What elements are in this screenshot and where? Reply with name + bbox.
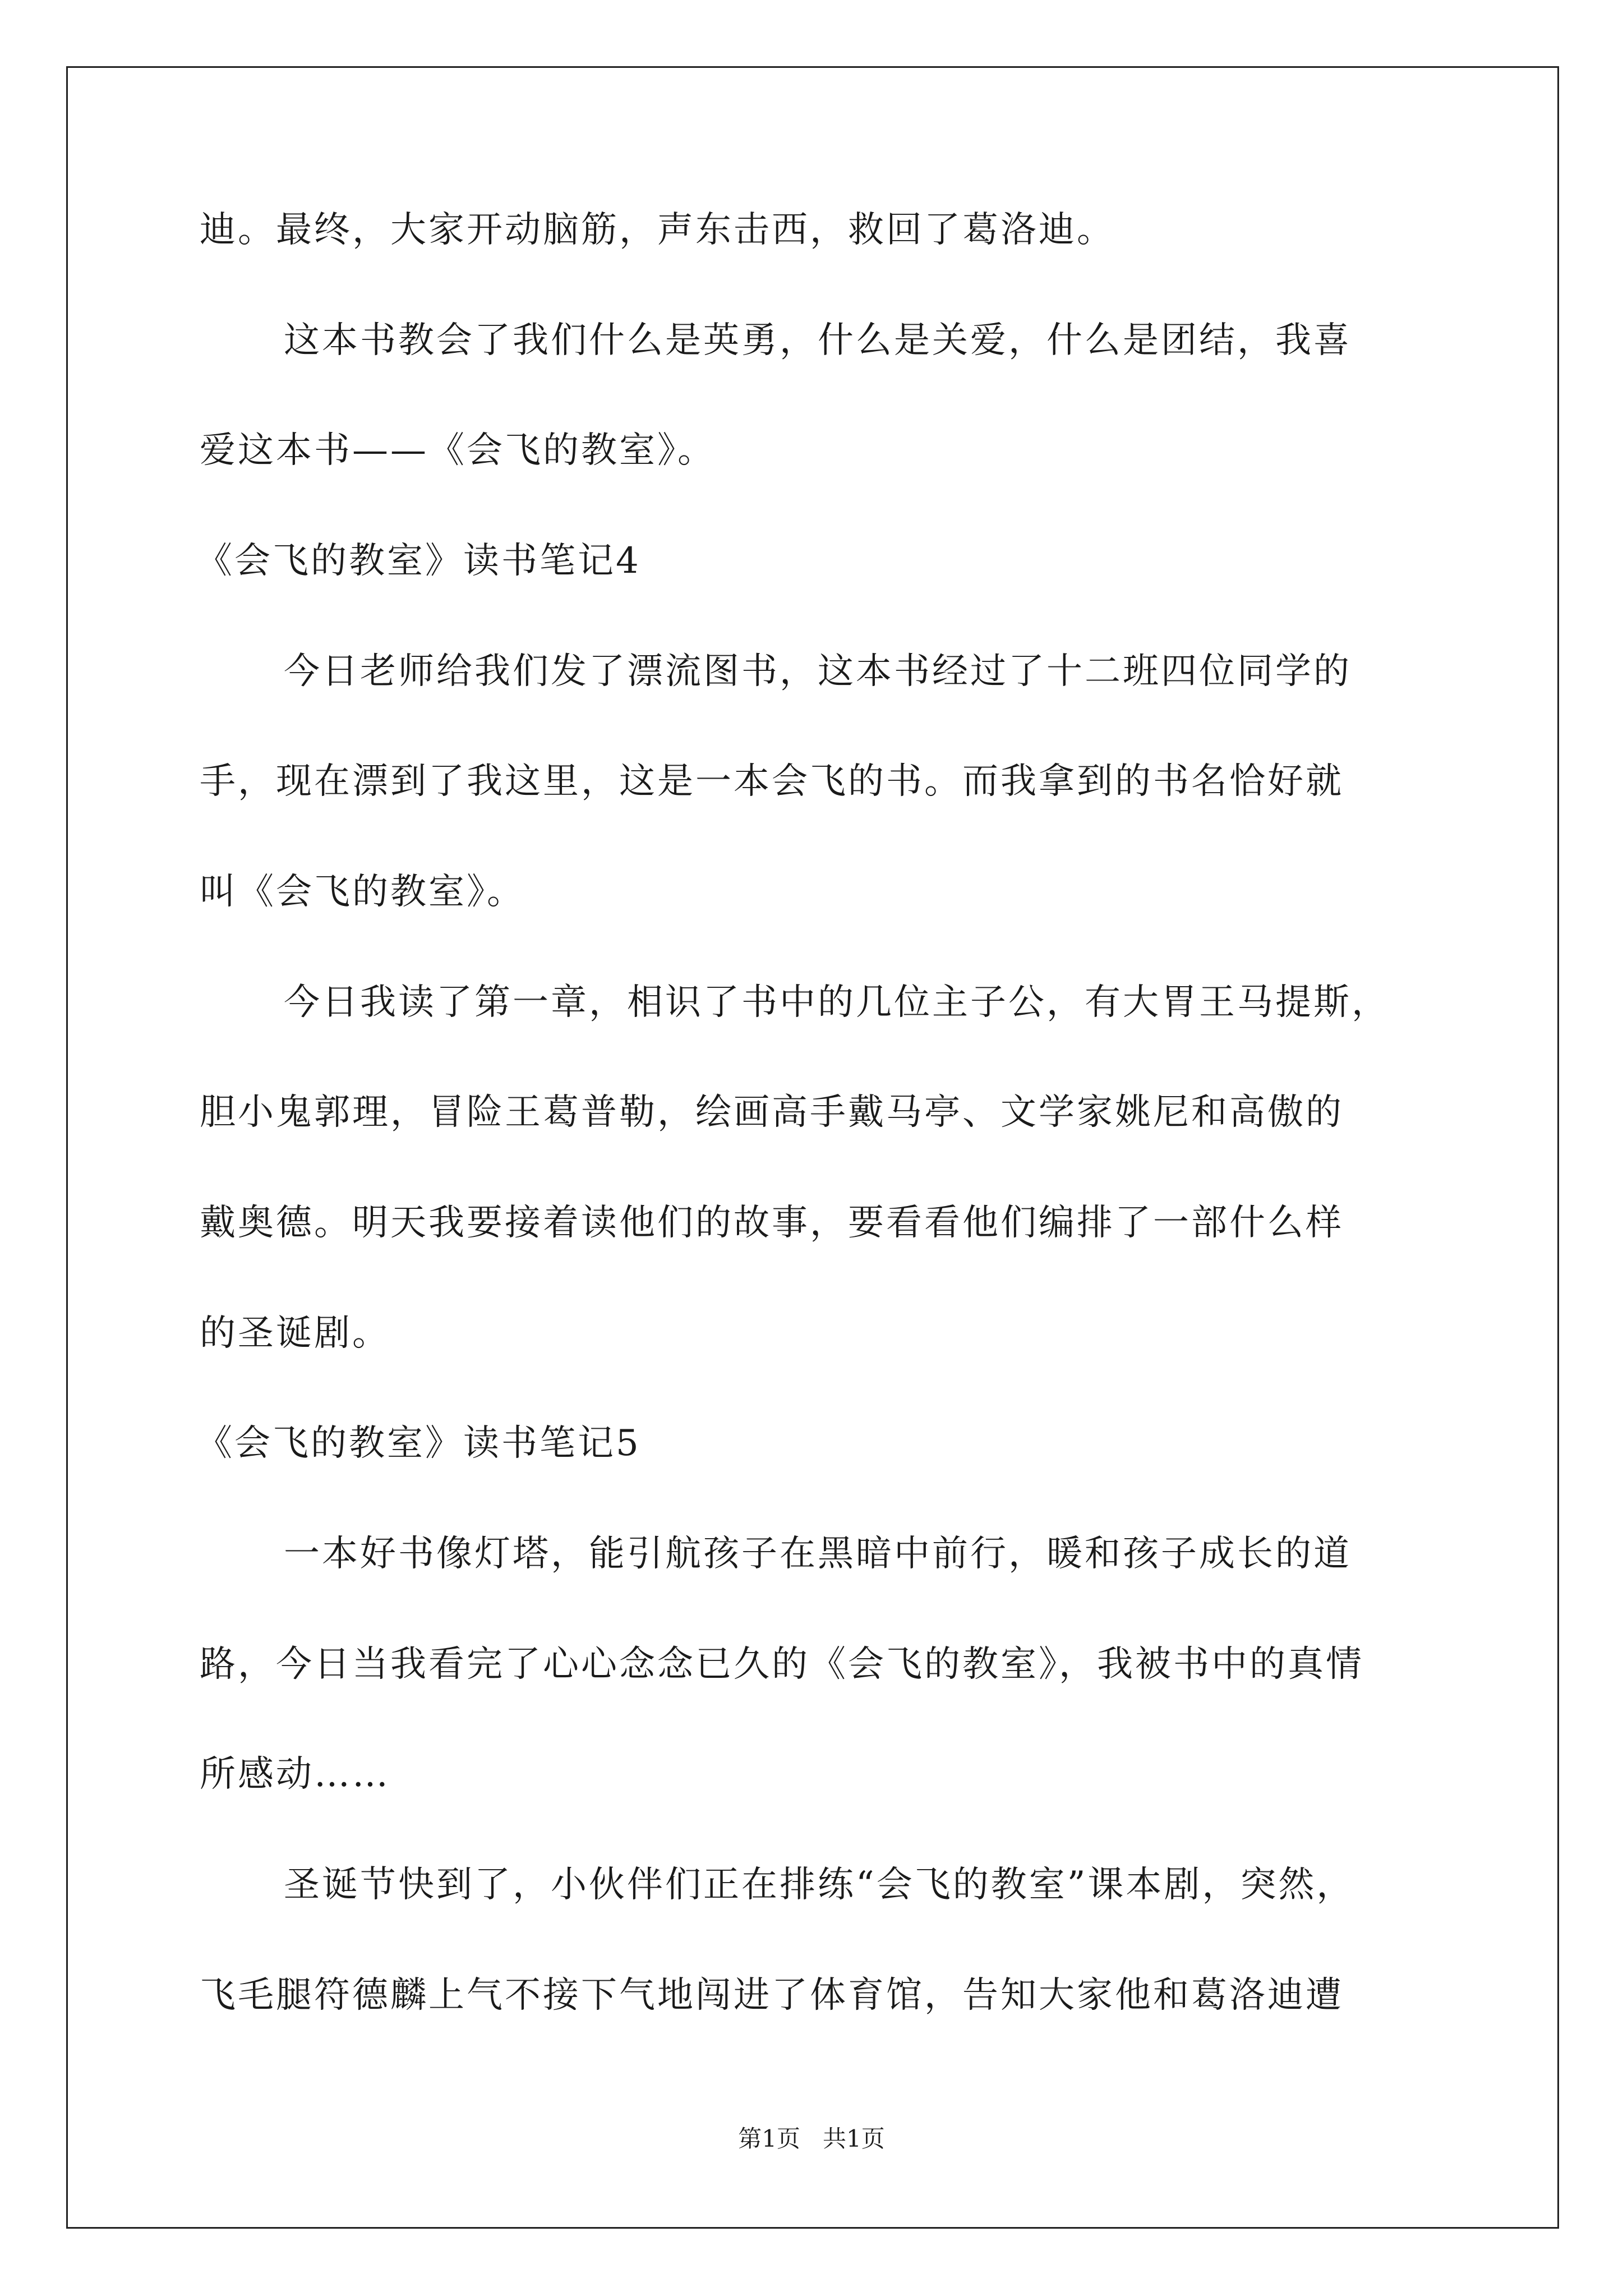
page-footer: 第1页 共1页 (738, 2125, 885, 2152)
text-line: 飞毛腿符德麟上气不接下气地闯进了体育馆，告知大家他和葛洛迪遭 (200, 1975, 1344, 2016)
paragraph-first-line: 圣诞节快到了，小伙伴们正在排练“会飞的教室”课本剧，突然， (284, 1864, 1355, 1906)
section-heading: 《会飞的教室》读书笔记5 (196, 1423, 641, 1464)
paragraph-first-line: 今日老师给我们发了漂流图书，这本书经过了十二班四位同学的 (284, 651, 1352, 692)
text-line: 手，现在漂到了我这里，这是一本会飞的书。而我拿到的书名恰好就 (200, 761, 1344, 802)
paragraph-first-line: 一本好书像灯塔，能引航孩子在黑暗中前行，暖和孩子成长的道 (284, 1533, 1352, 1575)
text-line: 的圣诞剧。 (200, 1313, 390, 1354)
paragraph-first-line: 今日我读了第一章，相识了书中的几位主子公，有大胃王马提斯， (284, 982, 1390, 1023)
text-line: 迪。最终，大家开动脑筋，声东击西，救回了葛洛迪。 (200, 209, 1115, 251)
text-line: 爱这本书——《会飞的教室》。 (200, 430, 716, 471)
section-heading: 《会飞的教室》读书笔记4 (196, 540, 641, 582)
text-line: 胆小鬼郭理，冒险王葛普勒，绘画高手戴马亭、文学家姚尼和高傲的 (200, 1092, 1344, 1133)
text-line: 所感动…… (200, 1754, 390, 1795)
text-line: 戴奥德。明天我要接着读他们的故事，要看看他们编排了一部什么样 (200, 1202, 1344, 1244)
text-line: 路，今日当我看完了心心念念已久的《会飞的教室》，我被书中的真情 (200, 1644, 1364, 1685)
paragraph-first-line: 这本书教会了我们什么是英勇，什么是关爱，什么是团结，我喜 (284, 320, 1352, 361)
text-line: 叫《会飞的教室》。 (200, 871, 525, 913)
